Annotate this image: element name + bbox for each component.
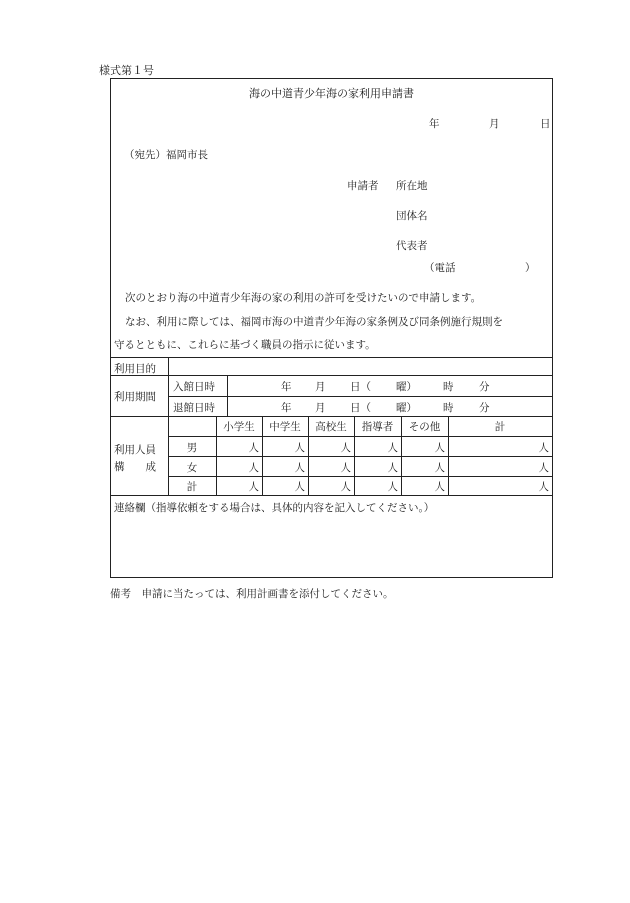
unit-cell: 人 xyxy=(340,462,351,474)
checkout-minute: 分 xyxy=(479,402,490,414)
checkout-day: 日（ xyxy=(350,402,371,414)
row-label-total: 計 xyxy=(186,481,198,493)
addressee: （宛先）福岡市長 xyxy=(124,149,208,161)
unit-cell: 人 xyxy=(248,462,259,474)
unit-cell: 人 xyxy=(340,481,351,493)
applicant-phone-open: （電話 xyxy=(424,262,456,274)
checkin-hour: 時 xyxy=(443,381,454,393)
row-label-male: 男 xyxy=(186,442,198,454)
body-line-3: 守るとともに、これらに基づく職員の指示に従います。 xyxy=(114,339,376,351)
date-day-label: 日 xyxy=(540,118,551,130)
unit-cell: 人 xyxy=(248,481,259,493)
checkin-day: 日（ xyxy=(350,381,371,393)
unit-cell: 人 xyxy=(248,442,259,454)
col-header-other: その他 xyxy=(408,421,441,433)
checkout-year: 年 xyxy=(281,402,292,414)
unit-cell: 人 xyxy=(294,462,305,474)
col-header-junior-high: 中学生 xyxy=(269,421,301,433)
applicant-organization-label: 団体名 xyxy=(396,210,428,222)
col-header-total: 計 xyxy=(494,421,506,433)
applicant-address-label: 所在地 xyxy=(396,180,428,192)
checkin-weekday: 曜） xyxy=(396,381,417,393)
period-label: 利用期間 xyxy=(114,391,156,403)
checkout-month: 月 xyxy=(315,402,326,414)
date-month-label: 月 xyxy=(489,118,500,130)
unit-cell: 人 xyxy=(434,481,445,493)
checkin-minute: 分 xyxy=(479,381,490,393)
contact-label: 連絡欄（指導依頼をする場合は、具体的内容を記入してください。） xyxy=(114,502,435,514)
people-label-1: 利用人員 xyxy=(114,444,156,456)
col-header-leader: 指導者 xyxy=(361,421,394,433)
body-line-2: なお、利用に際しては、福岡市海の中道青少年海の家条例及び同条例施行規則を xyxy=(125,316,503,328)
people-label-2: 構 成 xyxy=(114,461,156,473)
checkout-weekday: 曜） xyxy=(396,402,417,414)
checkout-label: 退館日時 xyxy=(173,402,215,414)
purpose-label: 利用目的 xyxy=(114,363,156,375)
unit-cell: 人 xyxy=(340,442,351,454)
applicant-label: 申請者 xyxy=(347,180,379,192)
unit-cell: 人 xyxy=(387,481,398,493)
col-header-high-school: 高校生 xyxy=(315,421,347,433)
date-year-label: 年 xyxy=(429,118,440,130)
unit-cell: 人 xyxy=(294,481,305,493)
applicant-phone-close: ） xyxy=(525,262,536,274)
form-number: 様式第１号 xyxy=(99,64,154,77)
checkin-year: 年 xyxy=(281,381,292,393)
checkout-hour: 時 xyxy=(443,402,454,414)
application-form xyxy=(110,78,553,578)
unit-cell: 人 xyxy=(387,462,398,474)
checkin-month: 月 xyxy=(315,381,326,393)
unit-cell: 人 xyxy=(538,442,549,454)
checkin-label: 入館日時 xyxy=(173,381,215,393)
row-label-female: 女 xyxy=(186,462,198,474)
col-header-elementary: 小学生 xyxy=(223,421,255,433)
unit-cell: 人 xyxy=(434,442,445,454)
body-line-1: 次のとおり海の中道青少年海の家の利用の許可を受けたいので申請します。 xyxy=(125,292,482,304)
applicant-representative-label: 代表者 xyxy=(396,240,428,252)
remarks: 備考 申請に当たっては、利用計画書を添付してください。 xyxy=(110,588,394,600)
unit-cell: 人 xyxy=(434,462,445,474)
unit-cell: 人 xyxy=(538,481,549,493)
unit-cell: 人 xyxy=(387,442,398,454)
unit-cell: 人 xyxy=(294,442,305,454)
form-title: 海の中道青少年海の家利用申請書 xyxy=(249,87,414,100)
unit-cell: 人 xyxy=(538,462,549,474)
